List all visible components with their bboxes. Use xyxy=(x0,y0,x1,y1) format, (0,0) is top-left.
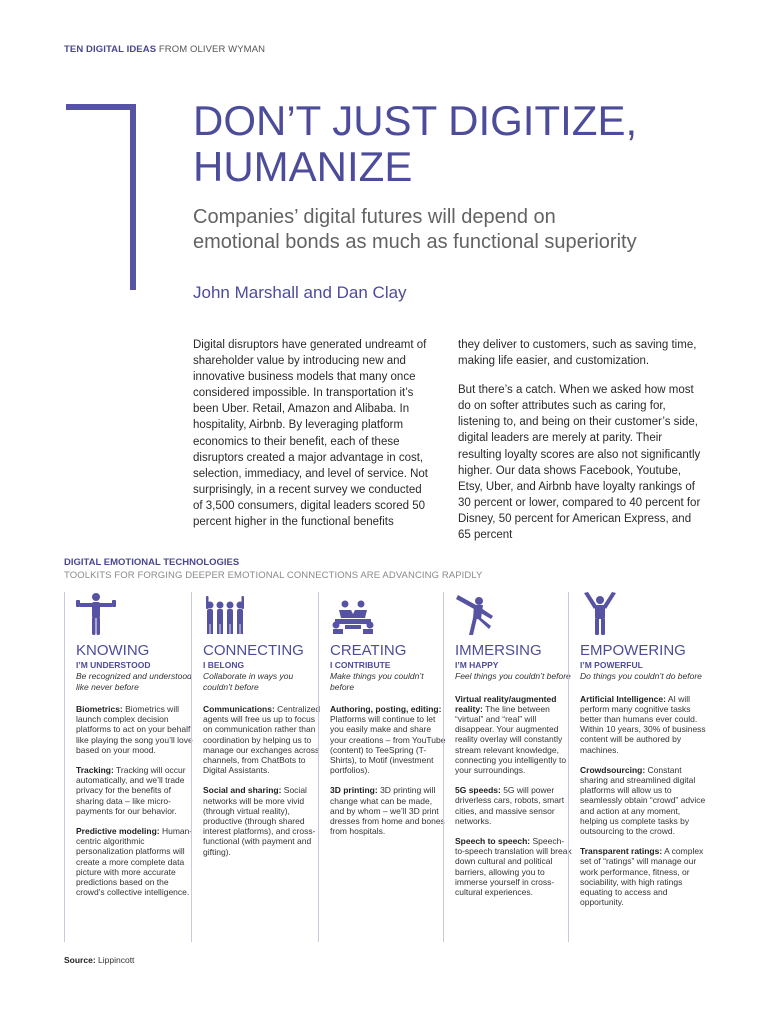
article-title xyxy=(193,98,637,190)
header-publisher: FROM OLIVER WYMAN xyxy=(158,44,266,55)
source-label: Source: xyxy=(64,955,96,965)
tech-column-connecting xyxy=(191,592,321,942)
people-around-table-icon xyxy=(330,592,376,636)
tech-item: Predictive modeling: Human-centric algorithmic personalization platforms will create a more complete data picture with more accurate predictions based on the crowd’s collective intelligence. xyxy=(76,826,193,898)
tech-item: Virtual reality/augmented reality: The line between “virtual” and “real” will disappear. Your augmented reality overlay will constantly stream relevant knowledge, connecting you intelligently to your surroundings. xyxy=(455,693,567,775)
header-series: TEN DIGITAL IDEAS xyxy=(64,44,157,55)
dancing-person-icon xyxy=(455,592,495,636)
body-column-2 xyxy=(458,337,702,556)
tech-tagline: I’M UNDERSTOOD xyxy=(76,660,151,670)
subtitle-line-2: emotional bonds as much as functional superiority xyxy=(193,231,637,253)
body-paragraph: Digital disruptors have generated undreamt of shareholder value by introducing new and innovative business models that many once considered impossible. In transportation it’s been Uber. Retail, Amazon and Alibaba. In hospitality, Airbnb. By leveraging platform economics to their benefit, each of these disruptors created a major advantage in cost, selection, immediacy, and level of service. Not surprisingly, in a recent survey we conducted of 3,500 consumers, digital leaders scored 50 percent higher in the functional benefits xyxy=(193,339,428,529)
tech-column-immersing xyxy=(443,592,573,942)
tech-description: Be recognized and understood like never before xyxy=(76,671,192,692)
tech-item: Crowdsourcing: Constant sharing and streamlined digital platforms will allow us to seamlessly obtain “crowd” advice and action at any moment, helping us complete tasks by outsourcing to the crowd. xyxy=(580,764,706,836)
tech-item: Communications: Centralized agents will free us up to focus on communication rather than coordination by helping us to manage our exchanges across channels, from ChatBots to Digital Assistants. xyxy=(203,704,321,776)
tech-item: Artificial Intelligence: AI will perform many cognitive tasks better than humans ever could. Within 10 years, 30% of business content will be authored by machines. xyxy=(580,693,706,755)
tech-description: Feel things you couldn’t before xyxy=(455,671,571,681)
tech-description: Collaborate in ways you couldn’t before xyxy=(203,671,294,692)
title-line-2: HUMANIZE xyxy=(193,143,413,190)
tech-name: CREATING xyxy=(330,642,407,659)
tech-item: Speech to speech: Speech-to-speech translation will break down cultural and political barriers, allowing you to immerse yourself in cross-cultural experiences. xyxy=(455,835,572,897)
body-paragraph: But there’s a catch. When we asked how most do on softer attributes such as caring for, listening to, and being on their customer’s side, digital leaders are merely at parity. Their resulting loyalty scores are also not significantly higher. Our data shows Facebook, Youtube, Etsy, Uber, and Airbnb have loyalty rankings of 30 percent or lower, compared to 40 percent for Disney, 50 percent for American Express, and 65 percent xyxy=(458,384,701,542)
tech-name: KNOWING xyxy=(76,642,150,659)
tech-item: Biometrics: Biometrics will launch complex decision platforms to act on your behalf like playing the song you’ll love based on your mood. xyxy=(76,704,193,755)
tech-item: Tracking: Tracking will occur automatically, and we’ll trade privacy for the benefits of sharing data – like micro-payments for our behavior. xyxy=(76,765,186,816)
group-of-people-icon xyxy=(203,592,247,636)
tech-name: CONNECTING xyxy=(203,642,304,659)
article-authors: John Marshall and Dan Clay xyxy=(193,283,407,302)
subtitle-line-1: Companies’ digital futures will depend on xyxy=(193,206,556,228)
body-paragraph: they deliver to customers, such as saving time, making life easier, and customization. xyxy=(458,339,697,368)
tech-tagline: I CONTRIBUTE xyxy=(330,660,391,670)
source-text: Lippincott xyxy=(98,955,135,965)
tech-name: EMPOWERING xyxy=(580,642,686,659)
tech-item: Social and sharing: Social networks will be more vivid (through virtual reality), productive (through shared interest platforms), and cross-functional (with payment and gifting). xyxy=(203,785,316,857)
tech-column-knowing xyxy=(64,592,194,942)
tech-description: Do things you couldn’t do before xyxy=(580,671,702,681)
body-column-1 xyxy=(193,337,429,543)
tech-tagline: I’M POWERFUL xyxy=(580,660,643,670)
person-arms-raised-icon xyxy=(580,592,620,636)
tech-column-empowering xyxy=(568,592,708,942)
page-header xyxy=(64,44,265,55)
tech-description: Make things you couldn’t before xyxy=(330,671,424,692)
bracket-decoration xyxy=(66,104,136,290)
tech-column-creating xyxy=(318,592,448,942)
title-line-1: DON’T JUST DIGITIZE, xyxy=(193,97,638,144)
article-subtitle xyxy=(193,205,637,255)
source-note xyxy=(64,955,134,965)
section-title: DIGITAL EMOTIONAL TECHNOLOGIES xyxy=(64,557,240,568)
section-subtitle: TOOLKITS FOR FORGING DEEPER EMOTIONAL CONNECTIONS ARE ADVANCING RAPIDLY xyxy=(64,570,483,581)
tech-item: Transparent ratings: A complex set of “ratings” will manage our work performance, fitness, or sociability, with high ratings equating to access and opportunity. xyxy=(580,846,704,908)
tech-item: 5G speeds: 5G will power driverless cars, robots, smart cities, and massive sensor networks. xyxy=(455,785,565,826)
person-arms-out-icon xyxy=(76,592,116,636)
tech-item: 3D printing: 3D printing will change what can be made, and by whom – we’ll 3D print dresses from home and bones from hospitals. xyxy=(330,785,445,837)
tech-tagline: I BELONG xyxy=(203,660,245,670)
tech-name: IMMERSING xyxy=(455,642,542,659)
tech-tagline: I’M HAPPY xyxy=(455,660,499,670)
tech-item: Authoring, posting, editing: Platforms will continue to let you easily make and share your creations – from YouTube (content) to TeeSpring (T-Shirts), to Motif (investment portfolios). xyxy=(330,704,446,776)
